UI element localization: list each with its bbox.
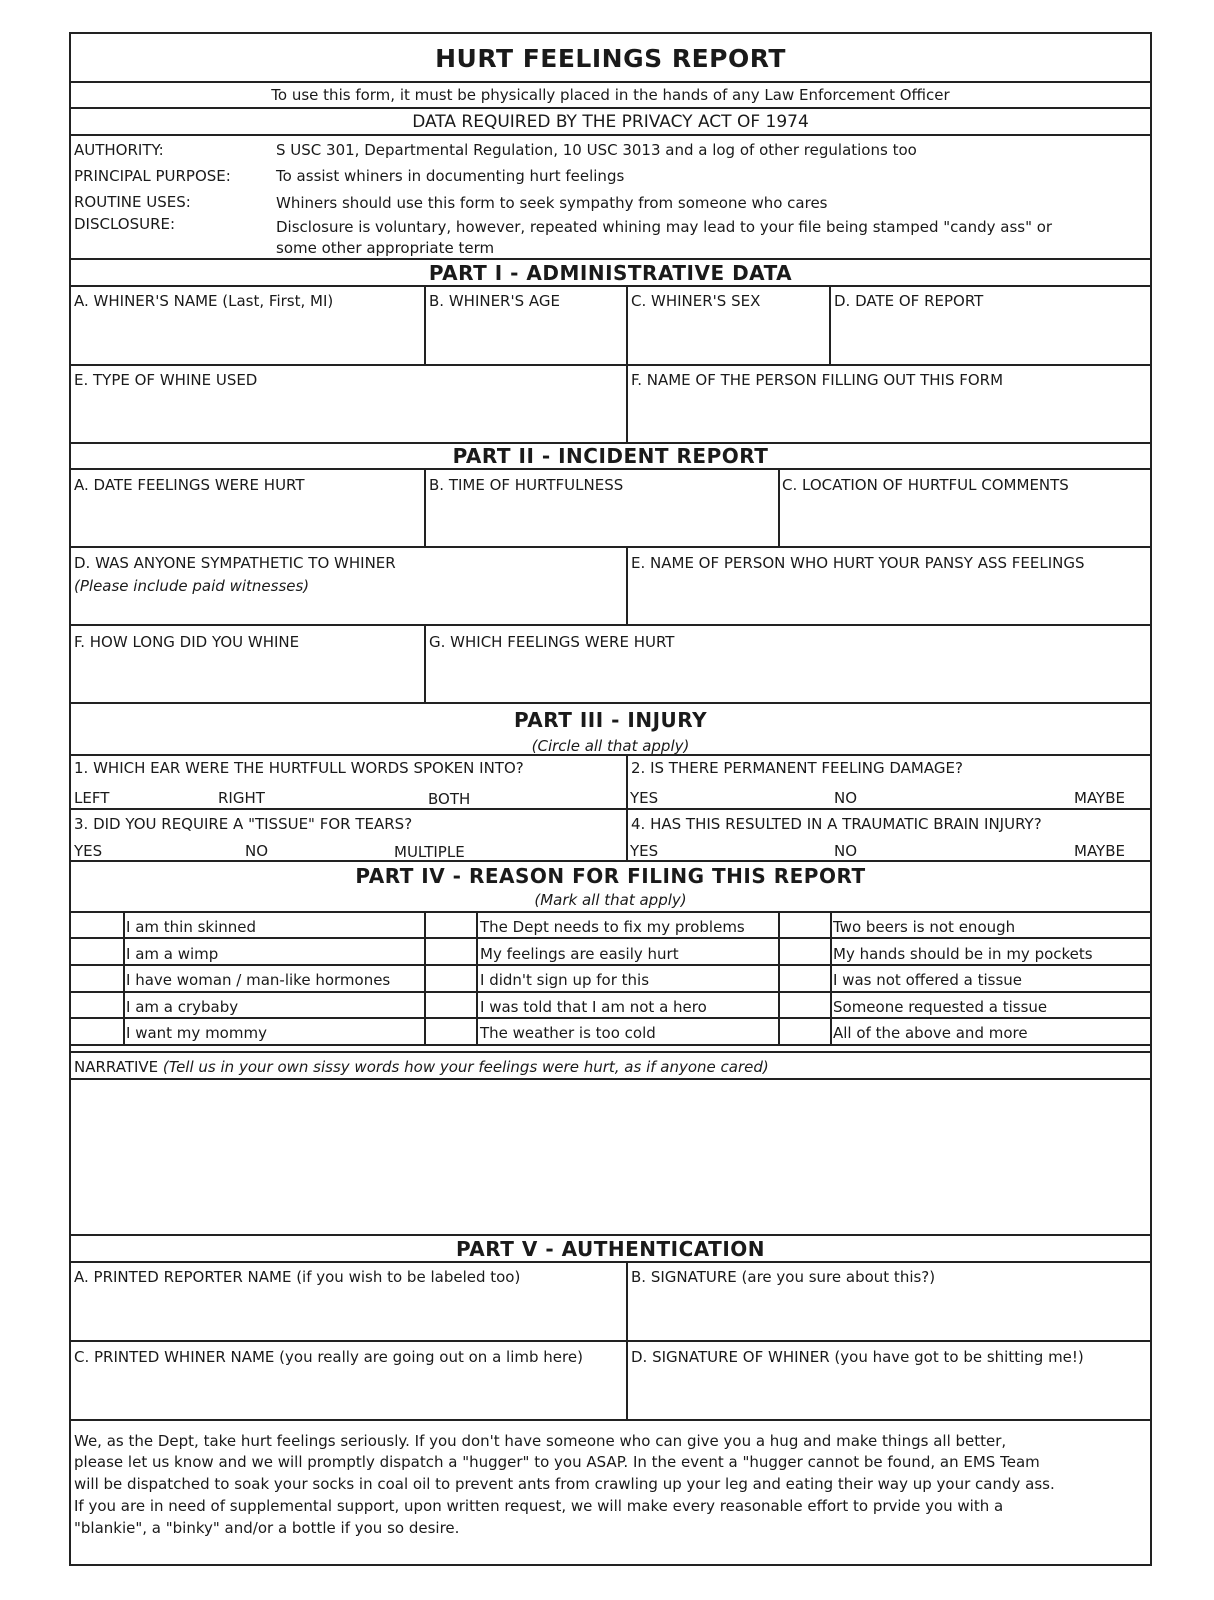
reason-label: All of the above and more (833, 1024, 1028, 1042)
reason-checkbox[interactable] (425, 965, 477, 990)
part1-heading: PART I - ADMINISTRATIVE DATA (428, 261, 793, 285)
tissue-option-no[interactable]: NO (245, 842, 269, 860)
offender-name-label: E. NAME OF PERSON WHO HURT YOUR PANSY ASS FEELINGS (631, 554, 1085, 572)
tissue-option-multiple[interactable]: MULTIPLE (394, 843, 465, 861)
reason-checkbox[interactable] (425, 912, 477, 937)
authority-label: AUTHORITY: (74, 141, 164, 159)
reason-label: My feelings are easily hurt (480, 945, 679, 963)
purpose-label: PRINCIPAL PURPOSE: (74, 167, 231, 185)
divider (71, 808, 1150, 810)
whiner-sex-label: C. WHINER'S SEX (631, 292, 761, 310)
divider (71, 964, 1150, 966)
divider (71, 81, 1150, 83)
whiner-printed-name-label: C. PRINTED WHINER NAME (you really are going out on a limb here) (74, 1348, 583, 1366)
report-date-label: D. DATE OF REPORT (834, 292, 984, 310)
tissue-question: 3. DID YOU REQUIRE A "TISSUE" FOR TEARS? (74, 815, 413, 833)
divider (71, 1419, 1150, 1421)
instruction-text: To use this form, it must be physically placed in the hands of any Law Enforcement Officer (271, 86, 950, 104)
tissue-option-yes[interactable]: YES (74, 842, 103, 860)
part2-heading: PART II - INCIDENT REPORT (452, 444, 769, 468)
whiner-signature-label: D. SIGNATURE OF WHINER (you have got to be shitting me!) (631, 1348, 1084, 1366)
reason-checkbox[interactable] (425, 938, 477, 963)
reason-label: The weather is too cold (480, 1024, 656, 1042)
reason-label: I am thin skinned (126, 918, 257, 936)
reason-checkbox[interactable] (779, 992, 831, 1017)
authority-text: S USC 301, Departmental Regulation, 10 USC 3013 and a log of other regulations too (276, 141, 917, 159)
damage-option-no[interactable]: NO (834, 789, 858, 807)
brain-injury-option-no[interactable]: NO (834, 842, 858, 860)
divider (71, 258, 1150, 260)
reason-label: My hands should be in my pockets (833, 945, 1093, 963)
divider (123, 912, 125, 1045)
reporter-signature-label: B. SIGNATURE (are you sure about this?) (631, 1268, 936, 1286)
whine-type-label: E. TYPE OF WHINE USED (74, 371, 258, 389)
whine-duration-label: F. HOW LONG DID YOU WHINE (74, 633, 300, 651)
divider (71, 991, 1150, 993)
part3-heading: PART III - INJURY (513, 708, 708, 732)
reason-checkbox[interactable] (71, 965, 123, 990)
reason-checkbox[interactable] (779, 938, 831, 963)
brain-injury-question: 4. HAS THIS RESULTED IN A TRAUMATIC BRAIN INJURY? (631, 815, 1042, 833)
reason-checkbox[interactable] (71, 1018, 123, 1043)
damage-question: 2. IS THERE PERMANENT FEELING DAMAGE? (631, 759, 963, 777)
reporter-name-label: A. PRINTED REPORTER NAME (if you wish to be labeled too) (74, 1268, 521, 1286)
ear-option-left[interactable]: LEFT (74, 789, 110, 807)
footer-line: "blankie", a "binky" and/or a bottle if you so desire. (74, 1519, 460, 1537)
reason-checkbox[interactable] (779, 912, 831, 937)
reason-label: I want my mommy (126, 1024, 267, 1042)
narrative-label (74, 1058, 769, 1076)
footer-line: please let us know and we will promptly dispatch a "hugger" to you ASAP. In the event a "hugger cannot be found, an EMS Team (74, 1453, 1040, 1471)
divider (71, 1051, 1150, 1053)
reason-label: Someone requested a tissue (833, 998, 1048, 1016)
divider (71, 911, 1150, 913)
reason-label: I was not offered a tissue (833, 971, 1023, 989)
footer-line: will be dispatched to soak your socks in coal oil to prevent ants from crawling up your leg and eating their way up your candy ass. (74, 1475, 1055, 1493)
part4-heading: PART IV - REASON FOR FILING THIS REPORT (355, 864, 866, 888)
narrative-note: (Tell us in your own sissy words how your feelings were hurt, as if anyone cared) (162, 1058, 769, 1076)
uses-label: ROUTINE USES: (74, 193, 191, 211)
part3-note: (Circle all that apply) (531, 737, 690, 755)
whiner-age-label: B. WHINER'S AGE (429, 292, 560, 310)
hurt-date-label: A. DATE FEELINGS WERE HURT (74, 476, 305, 494)
divider (71, 937, 1150, 939)
ear-option-right[interactable]: RIGHT (218, 789, 265, 807)
filler-name-label: F. NAME OF THE PERSON FILLING OUT THIS FORM (631, 371, 1004, 389)
purpose-text: To assist whiners in documenting hurt feelings (276, 167, 625, 185)
divider (71, 1044, 1150, 1046)
reason-checkbox[interactable] (425, 1018, 477, 1043)
divider (71, 1234, 1150, 1236)
reason-label: I am a crybaby (126, 998, 239, 1016)
reason-checkbox[interactable] (779, 1018, 831, 1043)
sympathizer-label: D. WAS ANYONE SYMPATHETIC TO WHINER (74, 554, 396, 572)
disclosure-text-1: Disclosure is voluntary, however, repeated whining may lead to your file being stamped "candy ass" or (276, 218, 1053, 236)
footer-line: If you are in need of supplemental support, upon written request, we will make every reasonable effort to prvide you with a (74, 1497, 1004, 1515)
damage-option-yes[interactable]: YES (630, 789, 659, 807)
divider (71, 754, 1150, 756)
divider (71, 860, 1150, 862)
reason-label: I was told that I am not a hero (480, 998, 707, 1016)
divider (71, 1017, 1150, 1019)
brain-injury-option-maybe[interactable]: MAYBE (1074, 842, 1125, 860)
divider (71, 107, 1150, 109)
divider (71, 134, 1150, 136)
privacy-header: DATA REQUIRED BY THE PRIVACY ACT OF 1974 (412, 112, 809, 132)
form-title: HURT FEELINGS REPORT (435, 44, 786, 73)
hurt-time-label: B. TIME OF HURTFULNESS (429, 476, 624, 494)
part5-heading: PART V - AUTHENTICATION (455, 1237, 765, 1261)
divider (71, 702, 1150, 704)
whiner-name-label: A. WHINER'S NAME (Last, First, MI) (74, 292, 334, 310)
part4-note: (Mark all that apply) (534, 891, 687, 909)
reason-checkbox[interactable] (71, 912, 123, 937)
reason-label: Two beers is not enough (833, 918, 1016, 936)
hurt-location-label: C. LOCATION OF HURTFUL COMMENTS (782, 476, 1069, 494)
narrative-field[interactable] (71, 1080, 1150, 1234)
reason-checkbox[interactable] (71, 992, 123, 1017)
reason-label: The Dept needs to fix my problems (480, 918, 745, 936)
ear-option-both[interactable]: BOTH (428, 790, 471, 808)
feelings-hurt-label: G. WHICH FEELINGS WERE HURT (429, 633, 675, 651)
reason-checkbox[interactable] (779, 965, 831, 990)
hurt-feelings-form (69, 32, 1152, 1566)
reason-checkbox[interactable] (71, 938, 123, 963)
sympathizer-note: (Please include paid witnesses) (74, 577, 310, 595)
brain-injury-option-yes[interactable]: YES (630, 842, 659, 860)
reason-checkbox[interactable] (425, 992, 477, 1017)
reason-label: I have woman / man-like hormones (126, 971, 391, 989)
reason-label: I am a wimp (126, 945, 219, 963)
uses-text: Whiners should use this form to seek sympathy from someone who cares (276, 194, 828, 212)
narrative-title: NARRATIVE (74, 1058, 159, 1076)
reason-label: I didn't sign up for this (480, 971, 650, 989)
disclosure-text-2: some other appropriate term (276, 239, 495, 257)
damage-option-maybe[interactable]: MAYBE (1074, 789, 1125, 807)
ear-question: 1. WHICH EAR WERE THE HURTFULL WORDS SPOKEN INTO? (74, 759, 524, 777)
disclosure-label: DISCLOSURE: (74, 215, 176, 233)
footer-line: We, as the Dept, take hurt feelings seriously. If you don't have someone who can give you a hug and make things all better, (74, 1432, 1007, 1450)
